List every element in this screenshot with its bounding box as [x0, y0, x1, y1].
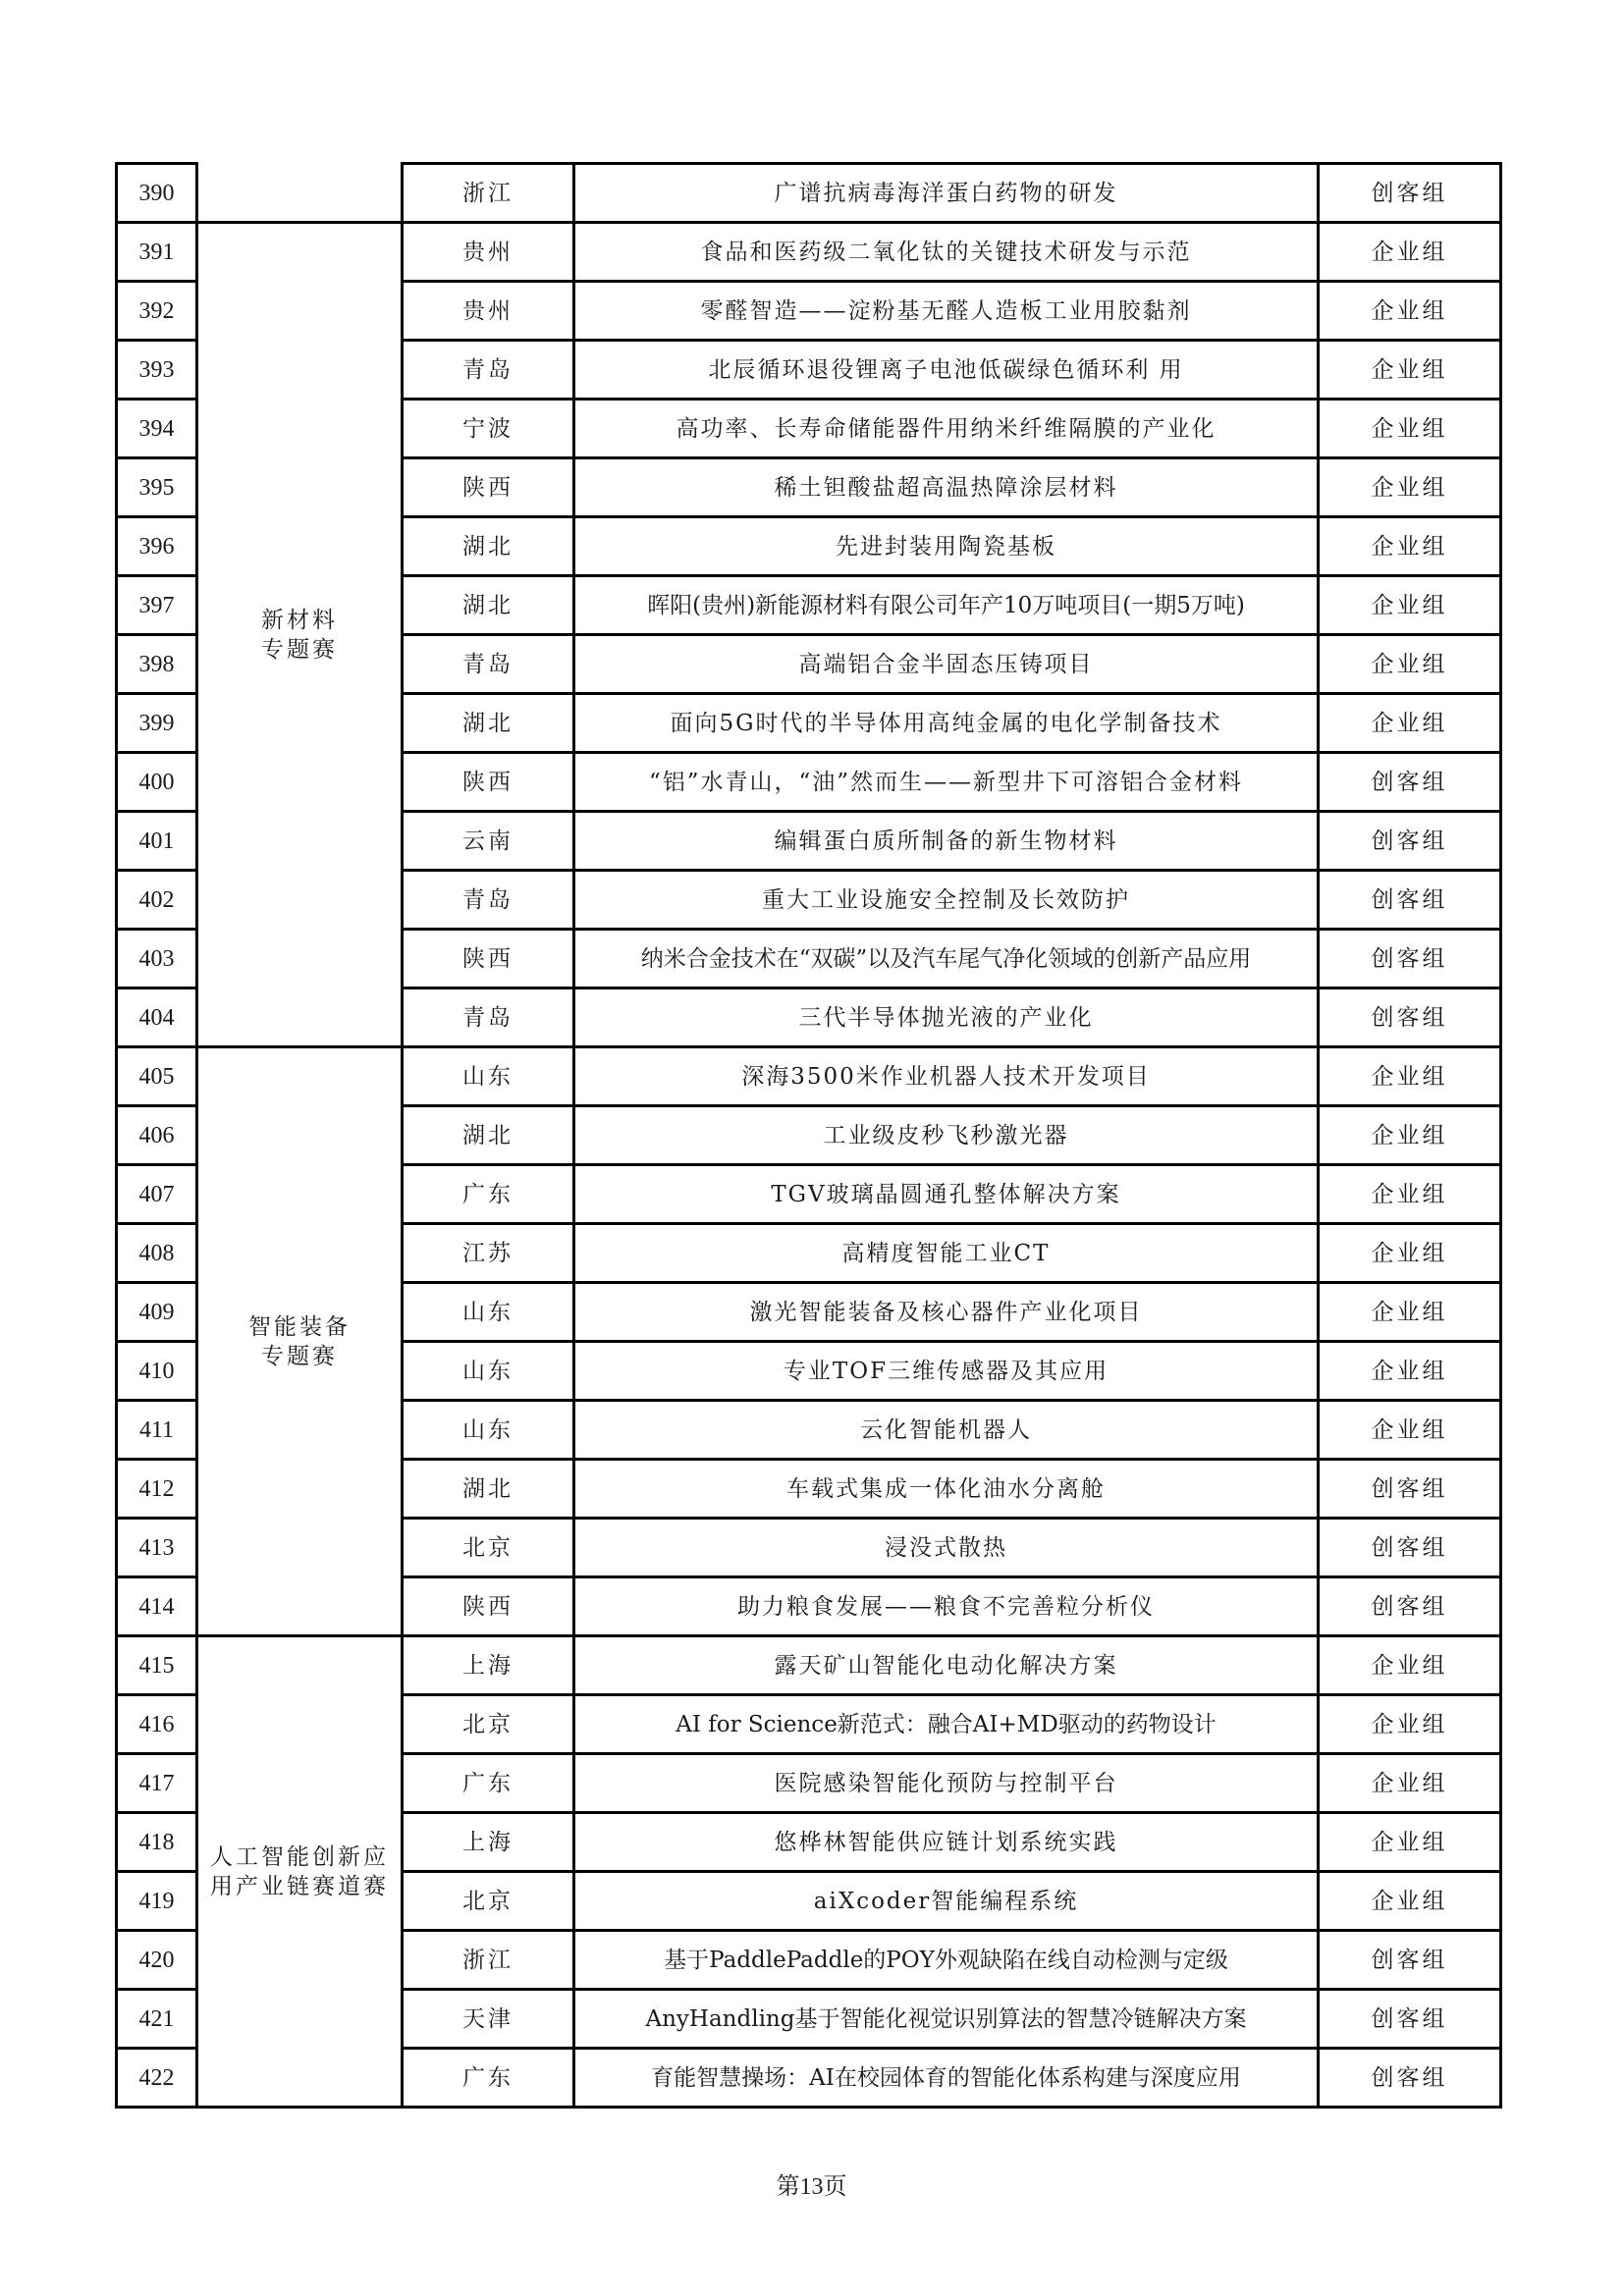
- row-number: 391: [117, 223, 197, 282]
- region-cell: 青岛: [403, 341, 574, 400]
- table-row: [117, 1636, 1501, 1695]
- project-title-cell: [574, 1519, 1319, 1577]
- row-number: 410: [117, 1342, 197, 1401]
- region-cell: 青岛: [403, 871, 574, 930]
- row-number: 394: [117, 400, 197, 458]
- project-title-cell: [574, 1931, 1319, 1990]
- project-title-cell: [574, 1695, 1319, 1754]
- project-title: 悠桦林智能供应链计划系统实践: [774, 1829, 1118, 1855]
- project-title-cell: [574, 341, 1319, 400]
- project-title: 三代半导体抛光液的产业化: [798, 1004, 1094, 1031]
- row-number: 419: [117, 1872, 197, 1931]
- category-cell: [197, 1047, 403, 1636]
- region-cell: 宁波: [403, 400, 574, 458]
- page-number: 第13页: [776, 2174, 847, 2200]
- project-title: aiXcoder智能编程系统: [813, 1888, 1079, 1914]
- project-title: 高功率、长寿命储能器件用纳米纤维隔膜的产业化: [676, 415, 1217, 442]
- group-cell: 创客组: [1319, 988, 1501, 1047]
- region-cell: 陕西: [403, 1577, 574, 1636]
- group-cell: 企业组: [1319, 1695, 1501, 1754]
- project-title-cell: [574, 753, 1319, 812]
- group-cell: 企业组: [1319, 1872, 1501, 1931]
- group-cell: 企业组: [1319, 1401, 1501, 1460]
- project-title: 高端铝合金半固态压铸项目: [798, 651, 1094, 677]
- group-cell: 企业组: [1319, 1165, 1501, 1224]
- project-title-cell: [574, 223, 1319, 282]
- group-cell: 企业组: [1319, 1754, 1501, 1813]
- project-title-cell: [574, 1047, 1319, 1106]
- project-title-cell: [574, 1460, 1319, 1519]
- project-title: 重大工业设施安全控制及长效防护: [762, 886, 1130, 913]
- project-title-cell: [574, 694, 1319, 753]
- region-cell: 云南: [403, 812, 574, 871]
- table-body: [117, 164, 1501, 2108]
- project-title: 广谱抗病毒海洋蛋白药物的研发: [774, 180, 1118, 206]
- category-label-line1: 新材料: [261, 607, 338, 633]
- project-title-cell: [574, 1813, 1319, 1872]
- project-title: 先进封装用陶瓷基板: [836, 533, 1056, 560]
- region-cell: 北京: [403, 1519, 574, 1577]
- region-cell: 湖北: [403, 694, 574, 753]
- group-cell: 创客组: [1319, 164, 1501, 223]
- group-cell: 企业组: [1319, 1342, 1501, 1401]
- group-cell: 企业组: [1319, 1813, 1501, 1872]
- project-title-cell: [574, 1872, 1319, 1931]
- group-cell: 创客组: [1319, 812, 1501, 871]
- group-cell: 企业组: [1319, 282, 1501, 341]
- row-number: 404: [117, 988, 197, 1047]
- row-number: 400: [117, 753, 197, 812]
- group-cell: 创客组: [1319, 2049, 1501, 2108]
- project-title: 车载式集成一体化油水分离舱: [786, 1475, 1106, 1502]
- project-title: 晖阳(贵州)新能源材料有限公司年产10万吨项目(一期5万吨): [647, 592, 1245, 618]
- row-number: 420: [117, 1931, 197, 1990]
- project-title: 浸没式散热: [885, 1534, 1007, 1561]
- project-title: 编辑蛋白质所制备的新生物材料: [774, 828, 1118, 854]
- region-cell: 浙江: [403, 164, 574, 223]
- row-number: 417: [117, 1754, 197, 1813]
- row-number: 392: [117, 282, 197, 341]
- row-number: 418: [117, 1813, 197, 1872]
- project-title-cell: [574, 635, 1319, 694]
- project-title-cell: [574, 1224, 1319, 1283]
- region-cell: 上海: [403, 1813, 574, 1872]
- project-title-cell: [574, 400, 1319, 458]
- project-title: 云化智能机器人: [860, 1416, 1032, 1443]
- group-cell: 企业组: [1319, 1224, 1501, 1283]
- group-cell: 企业组: [1319, 694, 1501, 753]
- row-number: 403: [117, 930, 197, 988]
- row-number: 396: [117, 517, 197, 576]
- project-title-cell: [574, 1990, 1319, 2049]
- project-title: 深海3500米作业机器人技术开发项目: [741, 1063, 1151, 1090]
- row-number: 411: [117, 1401, 197, 1460]
- region-cell: 北京: [403, 1695, 574, 1754]
- group-cell: 创客组: [1319, 1990, 1501, 2049]
- region-cell: 山东: [403, 1401, 574, 1460]
- category-label-line2: 专题赛: [261, 636, 338, 663]
- category-label-line1: 人工智能创新应: [210, 1843, 389, 1870]
- table-row: [117, 223, 1501, 282]
- group-cell: 创客组: [1319, 871, 1501, 930]
- project-title: 面向5G时代的半导体用高纯金属的电化学制备技术: [670, 710, 1222, 736]
- group-cell: 企业组: [1319, 1106, 1501, 1165]
- project-title: 专业TOF三维传感器及其应用: [783, 1358, 1109, 1384]
- project-title-cell: [574, 1283, 1319, 1342]
- project-title: AI for Science新范式：融合AI+MD驱动的药物设计: [676, 1711, 1217, 1737]
- project-title-cell: [574, 1754, 1319, 1813]
- group-cell: 创客组: [1319, 930, 1501, 988]
- project-title: TGV玻璃晶圆通孔整体解决方案: [771, 1181, 1121, 1207]
- region-cell: 广东: [403, 1165, 574, 1224]
- project-title: AnyHandling基于智能化视觉识别算法的智慧冷链解决方案: [645, 2005, 1247, 2032]
- region-cell: 浙江: [403, 1931, 574, 1990]
- region-cell: 山东: [403, 1342, 574, 1401]
- project-title: 助力粮食发展——粮食不完善粒分析仪: [737, 1593, 1155, 1620]
- region-cell: 上海: [403, 1636, 574, 1695]
- region-cell: 湖北: [403, 1460, 574, 1519]
- group-cell: 创客组: [1319, 1577, 1501, 1636]
- group-cell: 企业组: [1319, 1047, 1501, 1106]
- project-title: 高精度智能工业CT: [841, 1240, 1051, 1266]
- project-title: 基于PaddlePaddle的POY外观缺陷在线自动检测与定级: [664, 1947, 1228, 1973]
- group-cell: 企业组: [1319, 458, 1501, 517]
- category-cell: [197, 164, 403, 223]
- region-cell: 青岛: [403, 635, 574, 694]
- project-title-cell: [574, 1401, 1319, 1460]
- group-cell: 创客组: [1319, 753, 1501, 812]
- region-cell: 贵州: [403, 223, 574, 282]
- project-list-table: [115, 162, 1502, 2109]
- project-title: 零醛智造——淀粉基无醛人造板工业用胶黏剂: [700, 297, 1192, 324]
- group-cell: 企业组: [1319, 400, 1501, 458]
- row-number: 399: [117, 694, 197, 753]
- project-title-cell: [574, 576, 1319, 635]
- project-title-cell: [574, 1577, 1319, 1636]
- row-number: 390: [117, 164, 197, 223]
- region-cell: 山东: [403, 1283, 574, 1342]
- group-cell: 企业组: [1319, 576, 1501, 635]
- group-cell: 企业组: [1319, 1283, 1501, 1342]
- row-number: 415: [117, 1636, 197, 1695]
- table-row: [117, 164, 1501, 223]
- category-cell: [197, 223, 403, 1047]
- table-row: [117, 1047, 1501, 1106]
- project-title-cell: [574, 2049, 1319, 2108]
- region-cell: 青岛: [403, 988, 574, 1047]
- row-number: 421: [117, 1990, 197, 2049]
- region-cell: 北京: [403, 1872, 574, 1931]
- row-number: 398: [117, 635, 197, 694]
- row-number: 393: [117, 341, 197, 400]
- group-cell: 创客组: [1319, 1519, 1501, 1577]
- group-cell: 企业组: [1319, 223, 1501, 282]
- project-title-cell: [574, 1342, 1319, 1401]
- row-number: 395: [117, 458, 197, 517]
- row-number: 402: [117, 871, 197, 930]
- row-number: 406: [117, 1106, 197, 1165]
- project-title: 北辰循环退役锂离子电池低碳绿色循环利 用: [708, 356, 1184, 383]
- region-cell: 广东: [403, 1754, 574, 1813]
- project-title-cell: [574, 930, 1319, 988]
- row-number: 414: [117, 1577, 197, 1636]
- row-number: 408: [117, 1224, 197, 1283]
- project-title-cell: [574, 1636, 1319, 1695]
- project-title: 纳米合金技术在“双碳”以及汽车尾气净化领域的创新产品应用: [640, 945, 1252, 972]
- project-title: 医院感染智能化预防与控制平台: [774, 1770, 1118, 1796]
- project-title-cell: [574, 164, 1319, 223]
- region-cell: 湖北: [403, 1106, 574, 1165]
- project-title: 稀土钽酸盐超高温热障涂层材料: [774, 474, 1118, 501]
- row-number: 409: [117, 1283, 197, 1342]
- region-cell: 广东: [403, 2049, 574, 2108]
- category-label-line2: 专题赛: [261, 1343, 338, 1369]
- project-title-cell: [574, 871, 1319, 930]
- project-title: 食品和医药级二氧化钛的关键技术研发与示范: [700, 239, 1192, 265]
- row-number: 416: [117, 1695, 197, 1754]
- project-title: 露天矿山智能化电动化解决方案: [774, 1652, 1118, 1679]
- project-title-cell: [574, 458, 1319, 517]
- group-cell: 企业组: [1319, 341, 1501, 400]
- group-cell: 创客组: [1319, 1931, 1501, 1990]
- row-number: 422: [117, 2049, 197, 2108]
- group-cell: 企业组: [1319, 635, 1501, 694]
- project-title: 育能智慧操场：AI在校园体育的智能化体系构建与深度应用: [651, 2064, 1241, 2091]
- project-title-cell: [574, 282, 1319, 341]
- row-number: 412: [117, 1460, 197, 1519]
- region-cell: 天津: [403, 1990, 574, 2049]
- group-cell: 企业组: [1319, 517, 1501, 576]
- project-title: 激光智能装备及核心器件产业化项目: [749, 1299, 1143, 1325]
- project-title-cell: [574, 1106, 1319, 1165]
- region-cell: 贵州: [403, 282, 574, 341]
- region-cell: 山东: [403, 1047, 574, 1106]
- row-number: 401: [117, 812, 197, 871]
- project-title-cell: [574, 517, 1319, 576]
- region-cell: 陕西: [403, 458, 574, 517]
- project-title-cell: [574, 1165, 1319, 1224]
- category-cell: [197, 1636, 403, 2108]
- row-number: 413: [117, 1519, 197, 1577]
- category-label-line2: 用产业链赛道赛: [210, 1873, 389, 1899]
- region-cell: 湖北: [403, 517, 574, 576]
- category-label-line1: 智能装备: [248, 1313, 351, 1340]
- project-title-cell: [574, 988, 1319, 1047]
- project-title-cell: [574, 812, 1319, 871]
- region-cell: 江苏: [403, 1224, 574, 1283]
- group-cell: 创客组: [1319, 1460, 1501, 1519]
- row-number: 407: [117, 1165, 197, 1224]
- region-cell: 湖北: [403, 576, 574, 635]
- row-number: 397: [117, 576, 197, 635]
- project-title: 工业级皮秒飞秒激光器: [823, 1122, 1069, 1148]
- region-cell: 陕西: [403, 930, 574, 988]
- row-number: 405: [117, 1047, 197, 1106]
- project-title: “铝”水青山，“油”然而生——新型井下可溶铝合金材料: [648, 769, 1244, 795]
- group-cell: 企业组: [1319, 1636, 1501, 1695]
- region-cell: 陕西: [403, 753, 574, 812]
